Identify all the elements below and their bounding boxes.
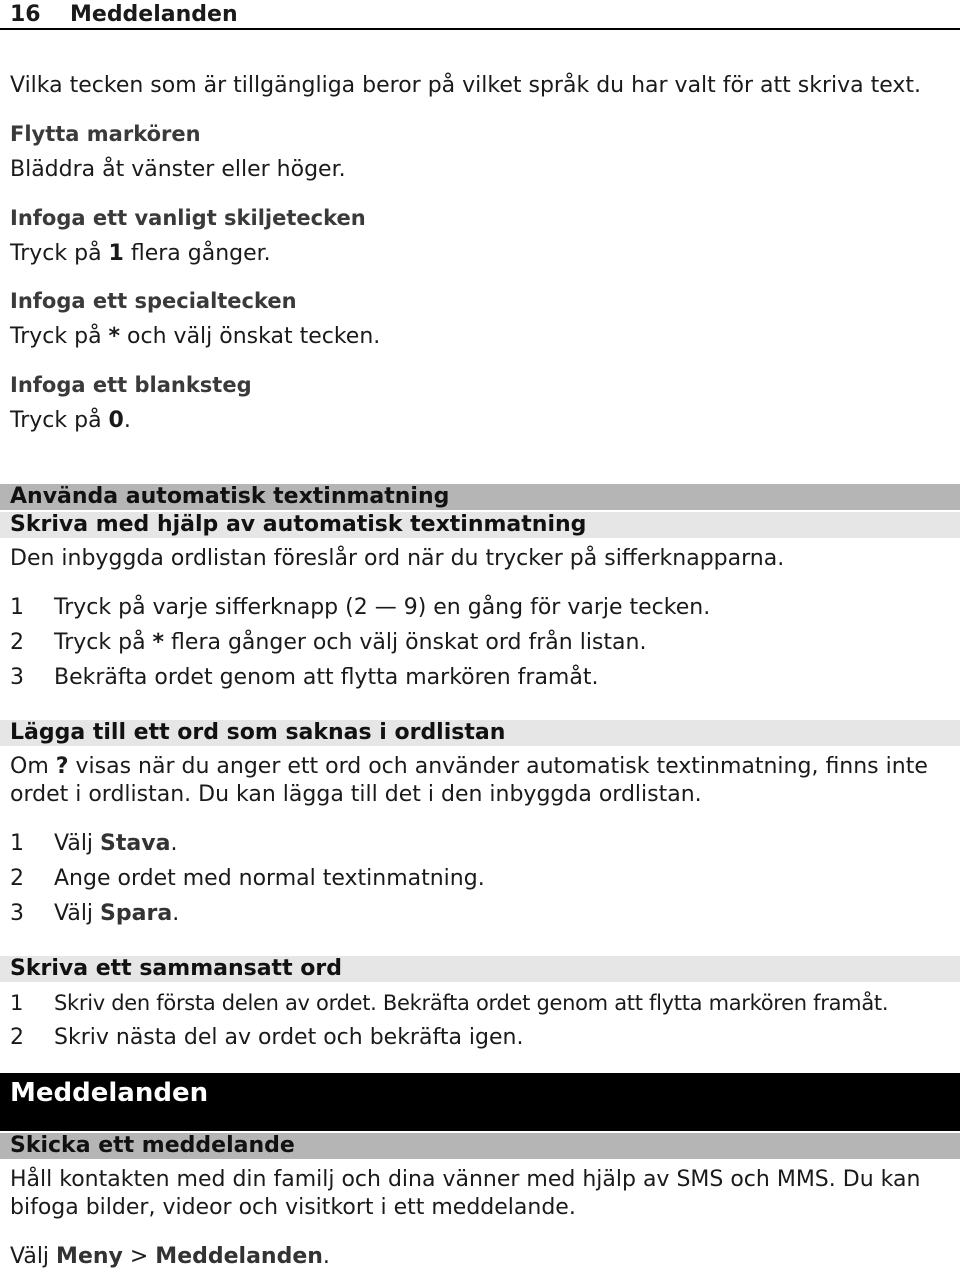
- list-item: [10, 594, 710, 622]
- page-header-title: Meddelanden: [70, 2, 238, 27]
- path-text: .: [322, 1244, 330, 1269]
- list-number: 2: [10, 630, 24, 655]
- item-text-space: [10, 407, 131, 435]
- item-heading-move-cursor: Flytta markören: [10, 122, 201, 146]
- section-desc-add-word: [10, 753, 940, 809]
- path-separator: >: [122, 1244, 156, 1269]
- item-text-move-cursor: [10, 156, 346, 184]
- item-text: .: [123, 408, 131, 433]
- list-item: [10, 989, 888, 1017]
- item-text: Tryck på: [10, 324, 109, 349]
- menu-option-save: Spara: [100, 901, 173, 926]
- section-title-add-word: Lägga till ett ord som saknas i ordlistan: [0, 720, 960, 746]
- path-text: Välj: [10, 1244, 57, 1269]
- section-subtitle-send-message: Skicka ett meddelande: [0, 1133, 960, 1159]
- list-item: [10, 664, 598, 692]
- list-number: 1: [10, 991, 24, 1015]
- list-number: 1: [10, 831, 24, 856]
- desc-text: Om: [10, 754, 56, 779]
- item-text-special-char: [10, 323, 380, 351]
- key-label: 1: [108, 241, 124, 266]
- intro-text: Vilka tecken som är tillgängliga beror på vilket språk du har valt för att skriva text.: [10, 73, 922, 98]
- menu-option-messages: Meddelanden: [155, 1244, 323, 1269]
- list-number: 1: [10, 595, 24, 620]
- list-text: .: [172, 901, 180, 926]
- page-number: 16: [10, 2, 41, 27]
- key-label: ?: [55, 754, 69, 779]
- list-item: [10, 830, 177, 858]
- item-heading-punctuation: Infoga ett vanligt skiljetecken: [10, 206, 366, 230]
- item-text: flera gånger.: [123, 241, 271, 266]
- list-number: 2: [10, 1025, 24, 1050]
- page-header: [0, 0, 960, 30]
- item-text-punctuation: [10, 240, 271, 268]
- list-item: [10, 1024, 523, 1052]
- desc-text: visas när du anger ett ord och använder automatisk textinmatning, finns inte ordet i ordlistan. Du kan lägga till det i den inbyggda ordlistan.: [10, 754, 928, 807]
- list-text: Bekräfta ordet genom att flytta markören framåt.: [54, 665, 599, 690]
- list-text: .: [170, 831, 178, 856]
- section-subtitle-auto-text: Skriva med hjälp av automatisk textinmatning: [0, 512, 960, 538]
- list-text: Välj: [54, 831, 101, 856]
- item-text: Bläddra åt vänster eller höger.: [10, 157, 346, 182]
- list-text: flera gånger och välj önskat ord från listan.: [164, 630, 647, 655]
- list-number: 2: [10, 866, 24, 891]
- list-text: Skriv nästa del av ordet och bekräfta igen.: [54, 1025, 524, 1050]
- section-desc-auto-text: Den inbyggda ordlistan föreslår ord när du trycker på sifferknapparna.: [10, 546, 785, 571]
- section-title-compound: Skriva ett sammansatt ord: [0, 956, 960, 982]
- menu-option-menu: Meny: [56, 1244, 123, 1269]
- item-heading-space: Infoga ett blanksteg: [10, 373, 252, 397]
- list-text: Skriv den första delen av ordet. Bekräfta ordet genom att flytta markören framåt.: [54, 991, 889, 1015]
- section-desc-messages: Håll kontakten med din familj och dina vänner med hjälp av SMS och MMS. Du kan bifoga bilder, videor och visitkort i ett meddelande.: [10, 1167, 921, 1220]
- item-text: Tryck på: [10, 241, 109, 266]
- item-text: och välj önskat tecken.: [120, 324, 381, 349]
- list-text: Ange ordet med normal textinmatning.: [54, 866, 485, 891]
- item-heading-special-char: Infoga ett specialtecken: [10, 289, 297, 313]
- menu-path: [10, 1243, 330, 1271]
- list-item: [10, 900, 179, 928]
- item-text: Tryck på: [10, 408, 109, 433]
- list-text: Tryck på varje sifferknapp (2 — 9) en gång för varje tecken.: [54, 595, 711, 620]
- list-item: [10, 629, 646, 657]
- list-number: 3: [10, 901, 24, 926]
- section-title-auto-text: Använda automatisk textinmatning: [0, 484, 960, 510]
- list-text: Tryck på: [54, 630, 153, 655]
- list-number: 3: [10, 665, 24, 690]
- key-label: *: [152, 630, 165, 655]
- key-label: 0: [108, 408, 124, 433]
- chapter-title-messages: Meddelanden: [0, 1073, 960, 1131]
- list-text: Välj: [54, 901, 101, 926]
- list-item: [10, 865, 485, 893]
- menu-option-spell: Stava: [100, 831, 171, 856]
- key-label: *: [108, 324, 121, 349]
